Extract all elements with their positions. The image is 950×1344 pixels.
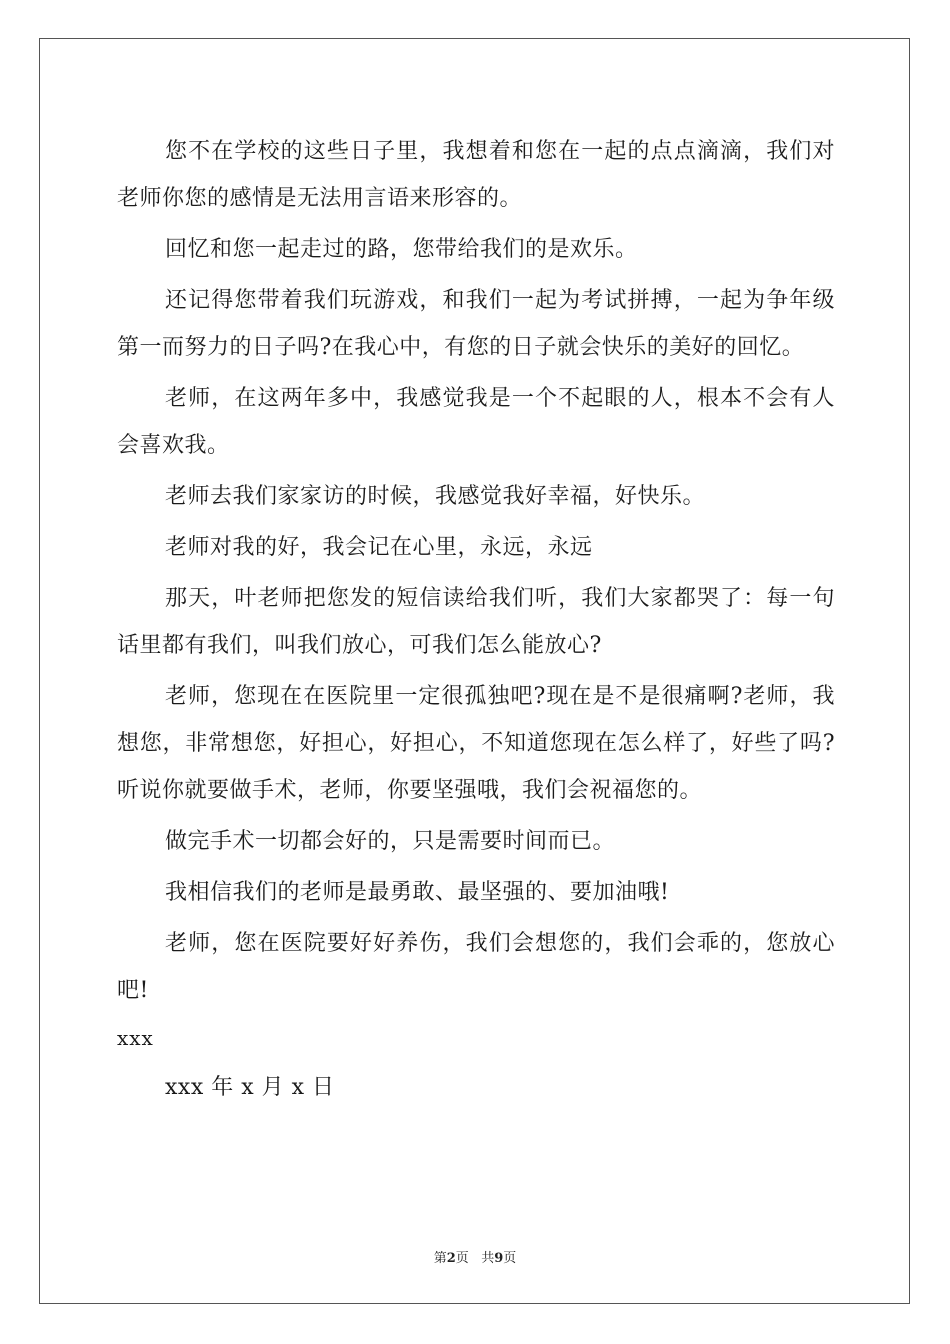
- page-suffix: 页: [455, 1251, 469, 1266]
- page-number: 2: [446, 1251, 456, 1266]
- total-suffix: 页: [503, 1251, 517, 1266]
- paragraph: 老师，在这两年多中，我感觉我是一个不起眼的人，根本不会有人会喜欢我。: [117, 386, 835, 458]
- paragraph: 做完手术一切都会好的，只是需要时间而已。: [165, 829, 616, 854]
- paragraph: 回忆和您一起走过的路，您带给我们的是欢乐。: [165, 237, 638, 262]
- paragraph: 您不在学校的这些日子里，我想着和您在一起的点点滴滴，我们对老师你您的感情是无法用言语来形容的。: [117, 139, 835, 211]
- paragraph: 老师，您现在在医院里一定很孤独吧?现在是不是很痛啊?老师，我想您，非常想您，好担心，好担心，不知道您现在怎么样了，好些了吗?听说你就要做手术，老师，你要坚强哦，我们会祝福您的。: [117, 684, 835, 803]
- paragraph: 我相信我们的老师是最勇敢、最坚强的、要加油哦!: [165, 880, 670, 905]
- letter-date: xxx 年 x 月 x 日: [165, 1075, 335, 1100]
- paragraph: 老师对我的好，我会记在心里，永远，永远: [165, 535, 593, 560]
- page-total: 9: [494, 1251, 504, 1266]
- letter-body: [117, 128, 835, 1110]
- page-footer: [0, 1247, 950, 1266]
- paragraph: 那天，叶老师把您发的短信读给我们听，我们大家都哭了：每一句话里都有我们，叫我们放心，可我们怎么能放心?: [117, 586, 835, 658]
- paragraph: 老师去我们家家访的时候，我感觉我好幸福，好快乐。: [165, 484, 706, 509]
- paragraph: 老师，您在医院要好好养伤，我们会想您的，我们会乖的，您放心吧!: [117, 931, 835, 1003]
- paragraph: 还记得您带着我们玩游戏，和我们一起为考试拼搏，一起为争年级第一而努力的日子吗?在我心中，有您的日子就会快乐的美好的回忆。: [117, 288, 835, 360]
- total-prefix: 共: [481, 1251, 495, 1266]
- page-prefix: 第: [433, 1251, 447, 1266]
- signature: xxx: [117, 1026, 154, 1050]
